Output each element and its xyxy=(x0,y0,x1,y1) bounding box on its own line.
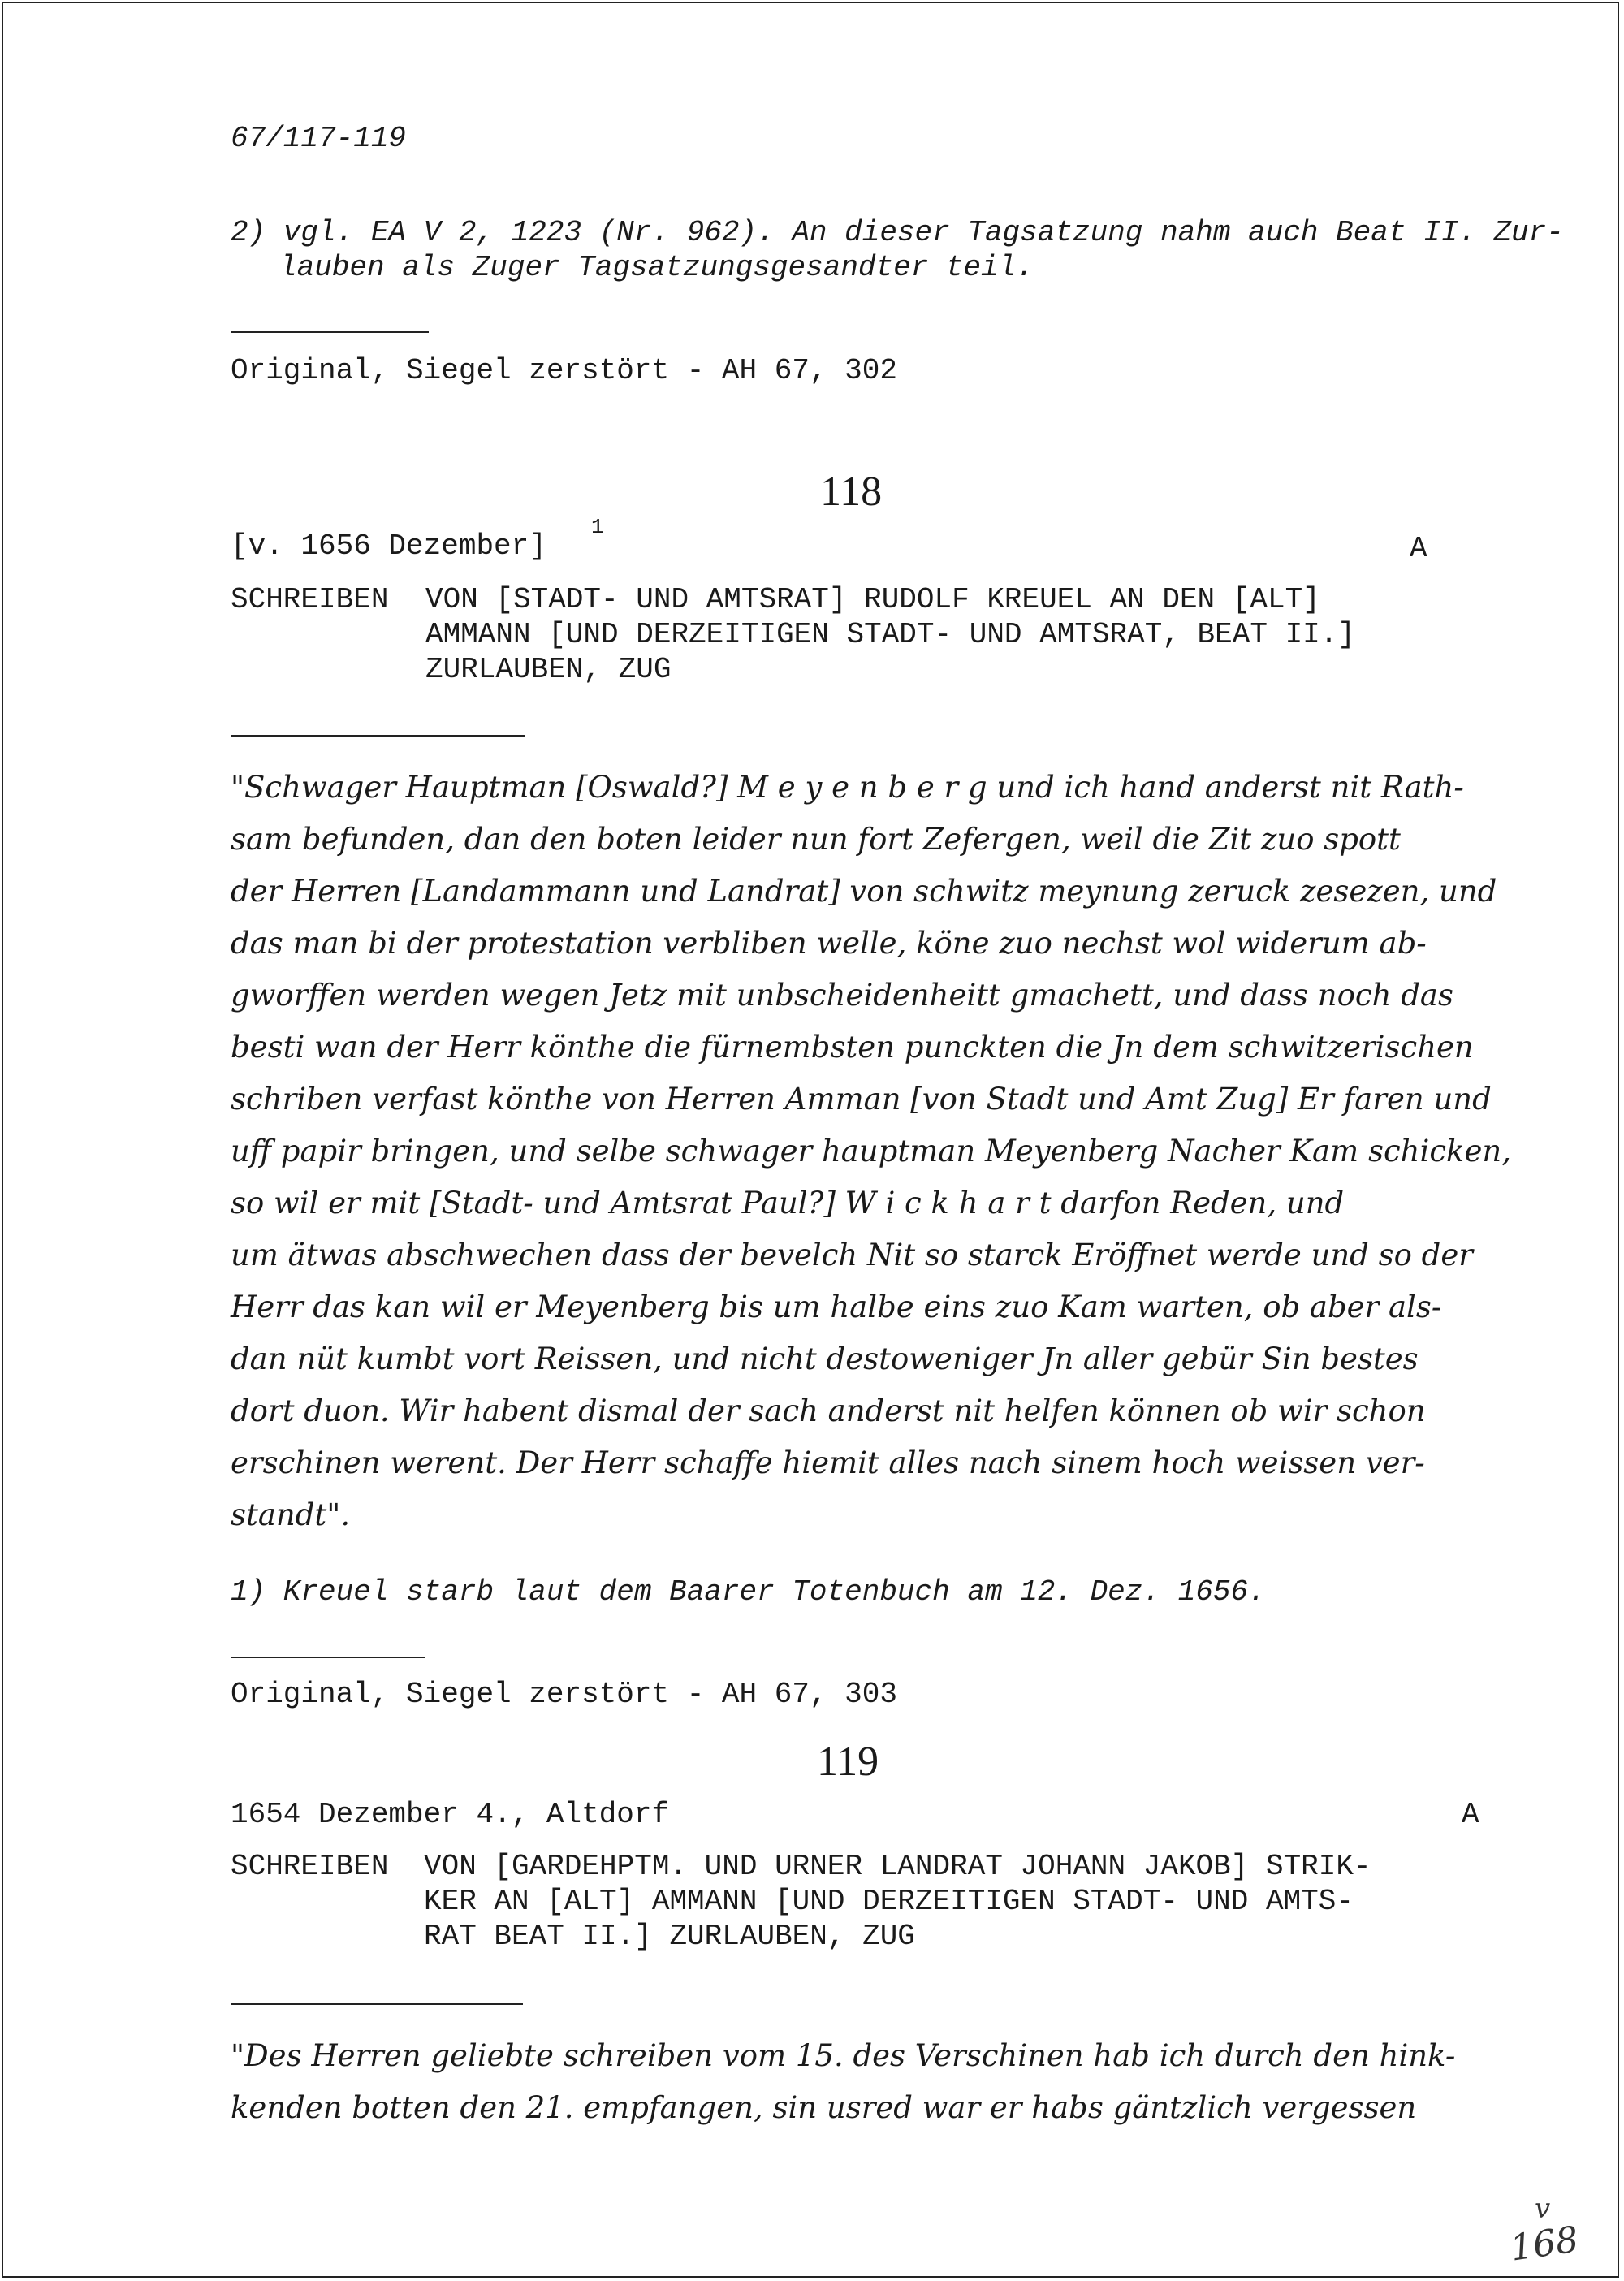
body-line: kenden botten den 21. empfangen, sin usred war er habs gäntzlich vergessen xyxy=(231,2090,1417,2125)
body-line: schriben verfast könthe von Herren Amman [von Stadt und Amt Zug] Er faren und xyxy=(231,1082,1492,1117)
body-line: dan nüt kumbt vort Reissen, und nicht destoweniger Jn aller gebür Sin bestes xyxy=(231,1341,1419,1376)
body-line: standt". xyxy=(231,1497,351,1532)
body-line: erschinen werent. Der Herr schaffe hiemit alles nach sinem hoch weissen ver- xyxy=(231,1445,1425,1480)
separator-rule xyxy=(231,331,429,333)
document-number: 118 xyxy=(820,469,883,515)
previous-footnote-line-1: 2) vgl. EA V 2, 1223 (Nr. 962). An dieser Tagsatzung nahm auch Beat II. Zur- xyxy=(231,216,1564,249)
document-title-line-2: AMMANN [UND DERZEITIGEN STADT- UND AMTSRAT, BEAT II.] xyxy=(425,618,1355,651)
body-line: "Schwager Hauptman [Oswald?] M e y e n b e r g und ich hand anderst nit Rath- xyxy=(231,770,1464,805)
document-title-label: SCHREIBEN xyxy=(231,1850,389,1883)
document-title-line-3: RAT BEAT II.] ZURLAUBEN, ZUG xyxy=(424,1920,915,1953)
document-title-line-3: ZURLAUBEN, ZUG xyxy=(425,653,672,686)
body-line: uff papir bringen, und selbe schwager hauptman Meyenberg Nacher Kam schicken, xyxy=(231,1134,1511,1169)
document-type-letter: A xyxy=(1410,532,1427,565)
body-line: um ätwas abschwechen dass der bevelch Nit so starck Eröffnet werde und so der xyxy=(231,1238,1473,1272)
source-note: Original, Siegel zerstört - AH 67, 303 xyxy=(231,1678,897,1711)
body-line: Herr das kan wil er Meyenberg bis um halbe eins zuo Kam warten, ob aber als- xyxy=(231,1290,1442,1324)
body-line: dort duon. Wir habent dismal der sach anderst nit helfen können ob wir schon xyxy=(231,1393,1426,1428)
document-date: 1654 Dezember 4., Altdorf xyxy=(231,1798,670,1831)
separator-rule xyxy=(231,735,525,737)
check-mark: v xyxy=(1535,2192,1551,2225)
body-line: so wil er mit [Stadt- und Amtsrat Paul?] W i c k h a r t darfon Reden, und xyxy=(231,1186,1345,1220)
document-date: [v. 1656 Dezember] xyxy=(231,529,546,563)
document-title-label: SCHREIBEN xyxy=(231,583,389,616)
document-number: 119 xyxy=(817,1739,879,1785)
body-line: "Des Herren geliebte schreiben vom 15. des Verschinen hab ich durch den hink- xyxy=(231,2038,1456,2073)
body-line: besti wan der Herr könthe die fürnembsten punckten die Jn dem schwitzerischen xyxy=(231,1030,1474,1065)
document-title-line-2: KER AN [ALT] AMMANN [UND DERZEITIGEN STADT- UND AMTS- xyxy=(424,1885,1354,1918)
body-line: sam befunden, dan den boten leider nun fort Zefergen, weil die Zit zuo spott xyxy=(231,822,1401,857)
footnote-marker: 1 xyxy=(591,515,604,539)
archive-reference: 67/117-119 xyxy=(231,122,407,155)
source-note: Original, Siegel zerstört - AH 67, 302 xyxy=(231,354,897,387)
footnote: 1) Kreuel starb laut dem Baarer Totenbuch am 12. Dez. 1656. xyxy=(231,1575,1266,1609)
body-line: der Herren [Landammann und Landrat] von schwitz meynung zeruck zesezen, und xyxy=(231,874,1497,909)
separator-rule xyxy=(231,2003,523,2005)
handwritten-page-number: 168 xyxy=(1507,2218,1582,2270)
document-type-letter: A xyxy=(1462,1798,1479,1831)
document-title-line-1: VON [GARDEHPTM. UND URNER LANDRAT JOHANN JAKOB] STRIK- xyxy=(424,1850,1371,1883)
separator-rule xyxy=(231,1657,425,1658)
body-line: gworffen werden wegen Jetz mit unbscheidenheitt gmachett, und dass noch das xyxy=(231,978,1453,1013)
body-line: das man bi der protestation verbliben welle, köne zuo nechst wol widerum ab- xyxy=(231,926,1427,961)
previous-footnote-line-2: lauben als Zuger Tagsatzungsgesandter teil. xyxy=(279,251,1034,284)
document-title-line-1: VON [STADT- UND AMTSRAT] RUDOLF KREUEL AN DEN [ALT] xyxy=(425,583,1320,616)
